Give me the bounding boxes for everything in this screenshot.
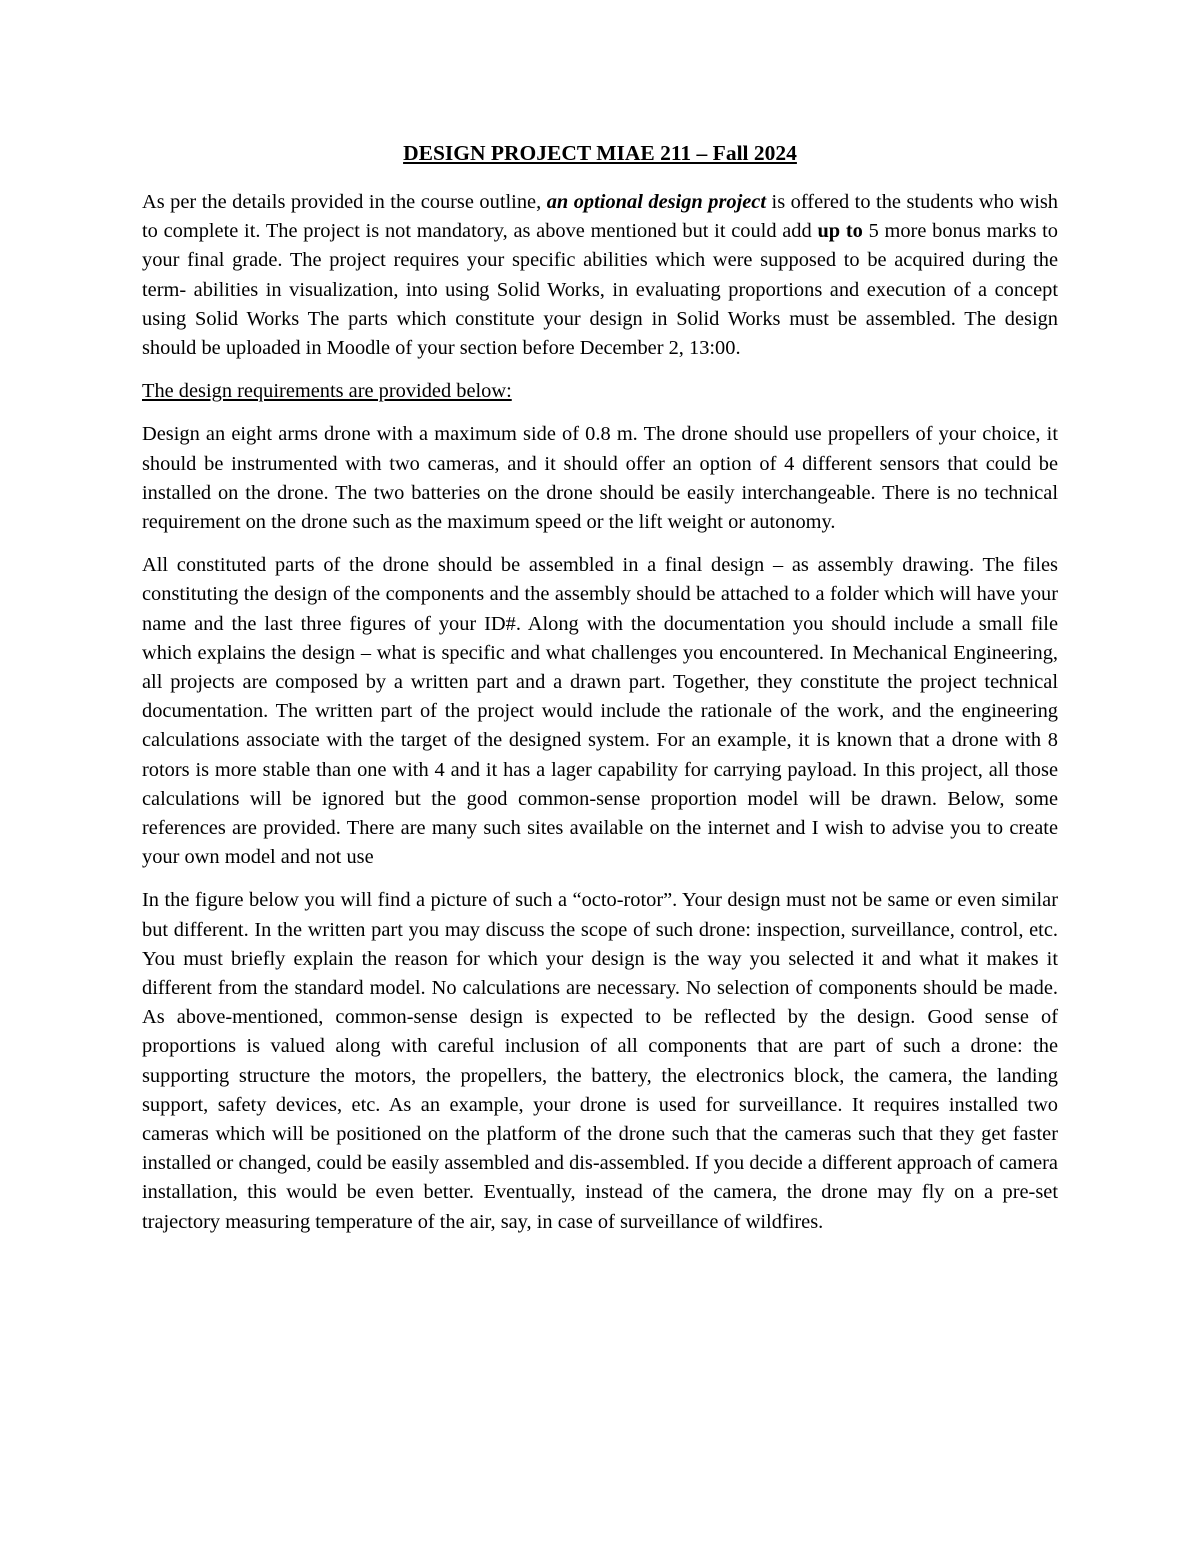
intro-paragraph [142,188,1058,363]
document-page [142,140,1058,1251]
document-title: DESIGN PROJECT MIAE 211 – Fall 2024 [403,141,797,165]
assembly-paragraph: All constituted parts of the drone should be assembled in a final design – as assembly drawing. The files constituting the design of the components and the assembly should be attached to a folder which will have your name and the last three figures of your ID#. Along with the documentation you should include a small file which explains the design – what is specific and what challenges you encountered. In Mechanical Engineering, all projects are composed by a written part and a drawn part. Together, they constitute the project technical documentation. The written part of the project would include the rationale of the work, and the engineering calculations associate with the target of the designed system. For an example, it is known that a drone with 8 rotors is more stable than one with 4 and it has a lager capability for carrying payload. In this project, all those calculations will be ignored but the good common-sense proportion model will be drawn. Below, some references are provided. There are many such sites available on the internet and I wish to advise you to create your own model and not use [142,554,1058,869]
up-to-emphasis: up to [817,220,863,243]
intro-text-end: 5 more bonus marks to your final grade. The project requires your specific abilities which were supposed to be acquired during the term- abilities in visualization, into using Solid Works, in evaluating proportions and execution of a concept using Solid Works The parts which constitute your design in Solid Works must be assembled. The design should be uploaded in Moodle of your section before December 2, 13:00. [142,220,1058,359]
figure-discussion-paragraph: In the figure below you will find a picture of such a “octo-rotor”. Your design must not be same or even similar but different. In the written part you may discuss the scope of such drone: inspection, surveillance, control, etc. You must briefly explain the reason for which your design is the way you selected it and what it makes it different from the standard model. No calculations are necessary. No selection of components should be made. As above-mentioned, common-sense design is expected to be reflected by the design. Good sense of proportions is valued along with careful inclusion of all components that are part of such a drone: the supporting structure the motors, the propellers, the battery, the electronics block, the camera, the landing support, safety devices, etc. As an example, your drone is used for surveillance. It requires installed two cameras which will be positioned on the platform of the drone such that the cameras such that they get faster installed or changed, could be easily assembled and dis-assembled. If you decide a different approach of camera installation, this would be even better. Eventually, instead of the camera, the drone may fly on a pre-set trajectory measuring temperature of the air, say, in case of surveillance of wildfires. [142,889,1058,1233]
requirements-paragraph: Design an eight arms drone with a maximum side of 0.8 m. The drone should use propellers of your choice, it should be instrumented with two cameras, and it should offer an option of 4 different sensors that could be installed on the drone. The two batteries on the drone should be easily interchangeable. There is no technical requirement on the drone such as the maximum speed or the lift weight or autonomy. [142,423,1058,533]
requirements-heading: The design requirements are provided below: [142,380,512,403]
intro-text-start: As per the details provided in the course outline, [142,190,547,213]
intro-text-middle: is offered to the students who wish to complete it. The project is not mandatory, as above mentioned but it could add [142,190,1058,243]
optional-design-project-emphasis: an optional design project [546,190,767,213]
